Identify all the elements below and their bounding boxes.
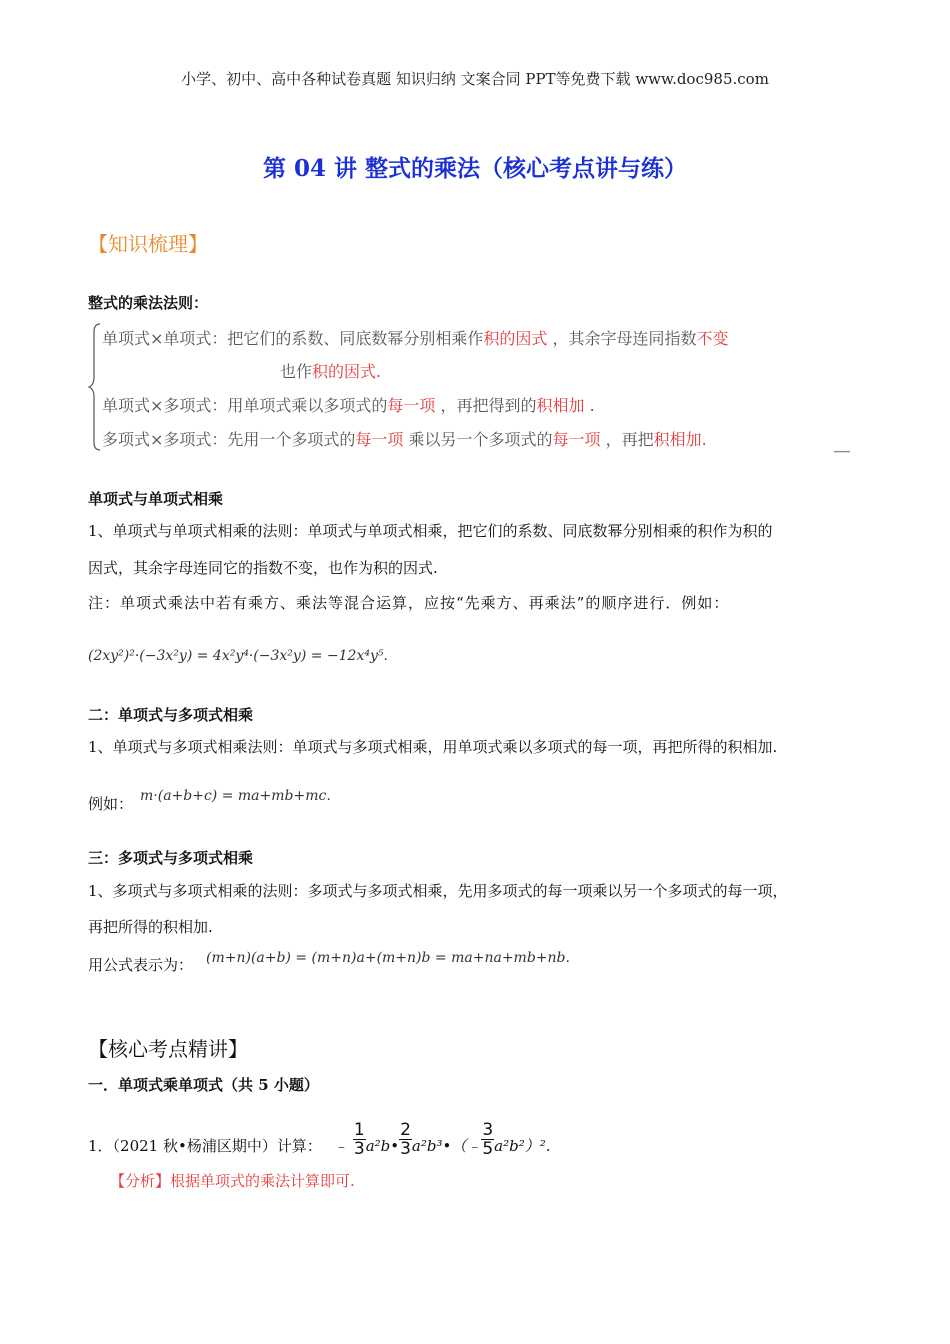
part1-line2: 因式，其余字母连同它的指数不变，也作为积的因式. (88, 559, 438, 577)
analysis-1: 【分析】根据单项式的乘法计算即可. (110, 1172, 355, 1190)
rule-mono-mono: 单项式×单项式：把它们的系数、同底数幂分别相乘作积的因式 ，其余字母连同指数不变 (102, 329, 729, 348)
page-header: 小学、初中、高中各种试卷真题 知识归纳 文案合同 PPT等免费下载 www.doc985.com (181, 70, 769, 88)
part2-line1: 1、单项式与多项式相乘法则：单项式与多项式相乘，用单项式乘以多项式的每一项，再把所得的积相加. (88, 738, 778, 756)
fraction-two-thirds: $\frac{2}{3}$ (400, 1120, 411, 1159)
fraction-one-third: $\frac{1}{3}$ (353, 1120, 365, 1159)
part3-formula-label: 用公式表示为： (88, 956, 194, 974)
part3-line1: 1、多项式与多项式相乘的法则：多项式与多项式相乘，先用多项式的每一项乘以另一个多项式的每一项， (88, 882, 788, 900)
part1-note: 注：单项式乘法中若有乘方、乘法等混合运算，应按“先乘方、再乘法”的顺序进行．例如： (88, 594, 730, 612)
question-1: 1．（2021 秋•杨浦区期中）计算： ﹣ $\frac{1}{3}$ a²b• $\frac{2}{3}$ a²b³•（﹣ $\frac{3}{5}$ a²b²）². (88, 1120, 551, 1159)
left-brace (88, 322, 102, 452)
section-core-heading: 【核心考点精讲】 (88, 1037, 248, 1061)
part3-line2: 再把所得的积相加. (88, 918, 213, 936)
fraction-three-fifths: $\frac{3}{5}$ (482, 1120, 494, 1159)
topic1-heading: 一．单项式乘单项式（共 5 小题） (88, 1076, 319, 1094)
part1-line1: 1、单项式与单项式相乘的法则：单项式与单项式相乘，把它们的系数、同底数幂分别相乘的积作为积的 (88, 522, 773, 540)
rules-heading: 整式的乘法法则： (88, 294, 209, 312)
rule-mono-poly: 单项式×多项式：用单项式乘以多项式的每一项 ，再把得到的积相加 . (102, 396, 595, 415)
trailing-blank: ＿ (834, 435, 851, 454)
part2-example-label: 例如： (88, 795, 134, 813)
page-title: 第 04 讲 整式的乘法（核心考点讲与练） (262, 155, 688, 182)
part2-heading: 二：单项式与多项式相乘 (88, 706, 254, 724)
section-knowledge-heading: 【知识梳理】 (88, 232, 208, 256)
part1-heading: 单项式与单项式相乘 (88, 490, 224, 508)
part3-formula: (m+n)(a+b) = (m+n)a+(m+n)b = ma+na+mb+nb. (206, 950, 570, 966)
rule-mono-mono-cont: 也作积的因式. (280, 362, 382, 381)
part3-heading: 三：多项式与多项式相乘 (88, 849, 254, 867)
part2-formula: m·(a+b+c) = ma+mb+mc. (140, 788, 331, 804)
rule-poly-poly: 多项式×多项式：先用一个多项式的每一项 乘以另一个多项式的每一项 ，再把积相加. (102, 430, 707, 449)
part1-formula: (2xy²)²·(−3x²y) = 4x²y⁴·(−3x²y) = −12x⁴y⁵. (88, 648, 388, 664)
